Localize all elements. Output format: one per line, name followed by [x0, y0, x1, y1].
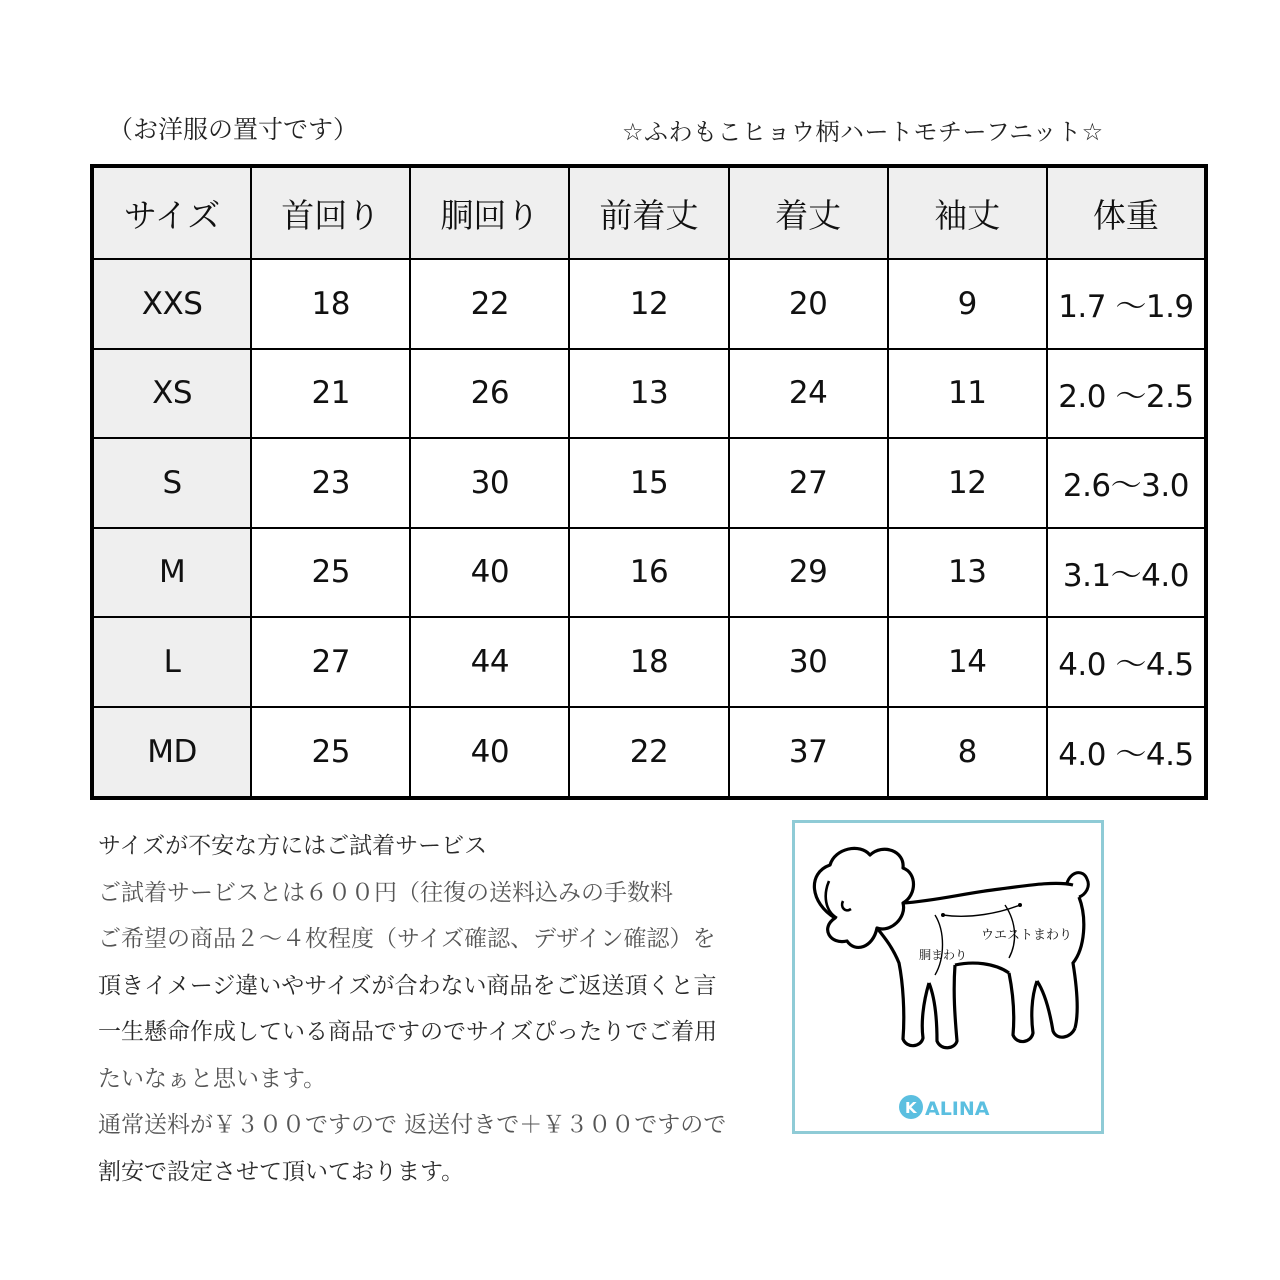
size-cell: XXS	[92, 259, 251, 349]
size-chart-table	[90, 164, 1208, 800]
table-cell: 27	[729, 438, 888, 528]
table-cell: 12	[888, 438, 1047, 528]
table-cell: 24	[729, 349, 888, 439]
dog-outline-icon	[795, 823, 1101, 1131]
size-cell: L	[92, 617, 251, 707]
column-header-chest: 胴回り	[410, 166, 569, 259]
table-row	[92, 349, 1206, 439]
table-cell: 13	[569, 349, 728, 439]
table-row	[92, 259, 1206, 349]
size-cell: XS	[92, 349, 251, 439]
waist-label: ウエストまわり	[981, 928, 1073, 943]
note-line: たいなぁと思います。	[98, 1065, 327, 1092]
table-cell: 37	[729, 707, 888, 798]
column-header-length: 着丈	[729, 166, 888, 259]
brand-logo-text: ALINA	[925, 1098, 990, 1120]
table-row	[92, 617, 1206, 707]
table-cell: 9	[888, 259, 1047, 349]
table-cell: 22	[410, 259, 569, 349]
table-cell: 21	[251, 349, 410, 439]
table-cell: 23	[251, 438, 410, 528]
table-cell: 4.0 〜4.5	[1047, 617, 1206, 707]
column-header-weight: 体重	[1047, 166, 1206, 259]
note-line: 一生懸命作成している商品ですのでサイズぴったりでご着用	[98, 1019, 718, 1045]
column-header-sleeve: 袖丈	[888, 166, 1047, 259]
note-line: ご希望の商品２〜４枚程度（サイズ確認、デザイン確認）を	[98, 926, 716, 952]
table-cell: 15	[569, 438, 728, 528]
measurement-note: （お洋服の置寸です）	[108, 115, 359, 144]
table-cell: 20	[729, 259, 888, 349]
table-cell: 1.7 〜1.9	[1047, 259, 1206, 349]
column-header-size: サイズ	[92, 166, 251, 259]
fitting-service-notes	[98, 828, 786, 1200]
note-line: 割安で設定させて頂いております。	[98, 1158, 465, 1185]
table-cell: 44	[410, 617, 569, 707]
table-cell: 27	[251, 617, 410, 707]
table-cell: 13	[888, 528, 1047, 618]
table-cell: 14	[888, 617, 1047, 707]
table-cell: 25	[251, 707, 410, 798]
table-cell: 30	[410, 438, 569, 528]
table-row	[92, 438, 1206, 528]
table-cell: 40	[410, 528, 569, 618]
table-row	[92, 528, 1206, 618]
note-line: 通常送料が￥３００ですので 返送付きで＋￥３００ですので	[98, 1112, 727, 1138]
dog-measurement-illustration	[792, 820, 1104, 1134]
brand-logo-letter: K	[905, 1099, 917, 1117]
table-cell: 2.6〜3.0	[1047, 438, 1206, 528]
table-header-row	[92, 166, 1206, 259]
table-cell: 4.0 〜4.5	[1047, 707, 1206, 798]
size-cell: MD	[92, 707, 251, 798]
table-cell: 30	[729, 617, 888, 707]
product-title: ☆ふわもこヒョウ柄ハートモチーフニット☆	[622, 118, 1104, 146]
table-cell: 26	[410, 349, 569, 439]
table-cell: 8	[888, 707, 1047, 798]
note-line: サイズが不安な方にはご試着サービス	[98, 833, 488, 859]
table-cell: 18	[251, 259, 410, 349]
note-line: ご試着サービスとは６００円（往復の送料込みの手数料	[98, 879, 673, 906]
column-header-neck: 首回り	[251, 166, 410, 259]
table-cell: 22	[569, 707, 728, 798]
table-cell: 11	[888, 349, 1047, 439]
table-cell: 40	[410, 707, 569, 798]
table-cell: 16	[569, 528, 728, 618]
size-cell: S	[92, 438, 251, 528]
table-cell: 2.0 〜2.5	[1047, 349, 1206, 439]
body-label: 胴まわり	[919, 948, 968, 962]
table-cell: 29	[729, 528, 888, 618]
table-row	[92, 707, 1206, 798]
table-cell: 18	[569, 617, 728, 707]
column-header-front-length: 前着丈	[569, 166, 728, 259]
note-line: 頂きイメージ違いやサイズが合わない商品をご返送頂くと言	[98, 972, 717, 999]
size-cell: M	[92, 528, 251, 618]
table-cell: 3.1〜4.0	[1047, 528, 1206, 618]
table-cell: 25	[251, 528, 410, 618]
table-cell: 12	[569, 259, 728, 349]
